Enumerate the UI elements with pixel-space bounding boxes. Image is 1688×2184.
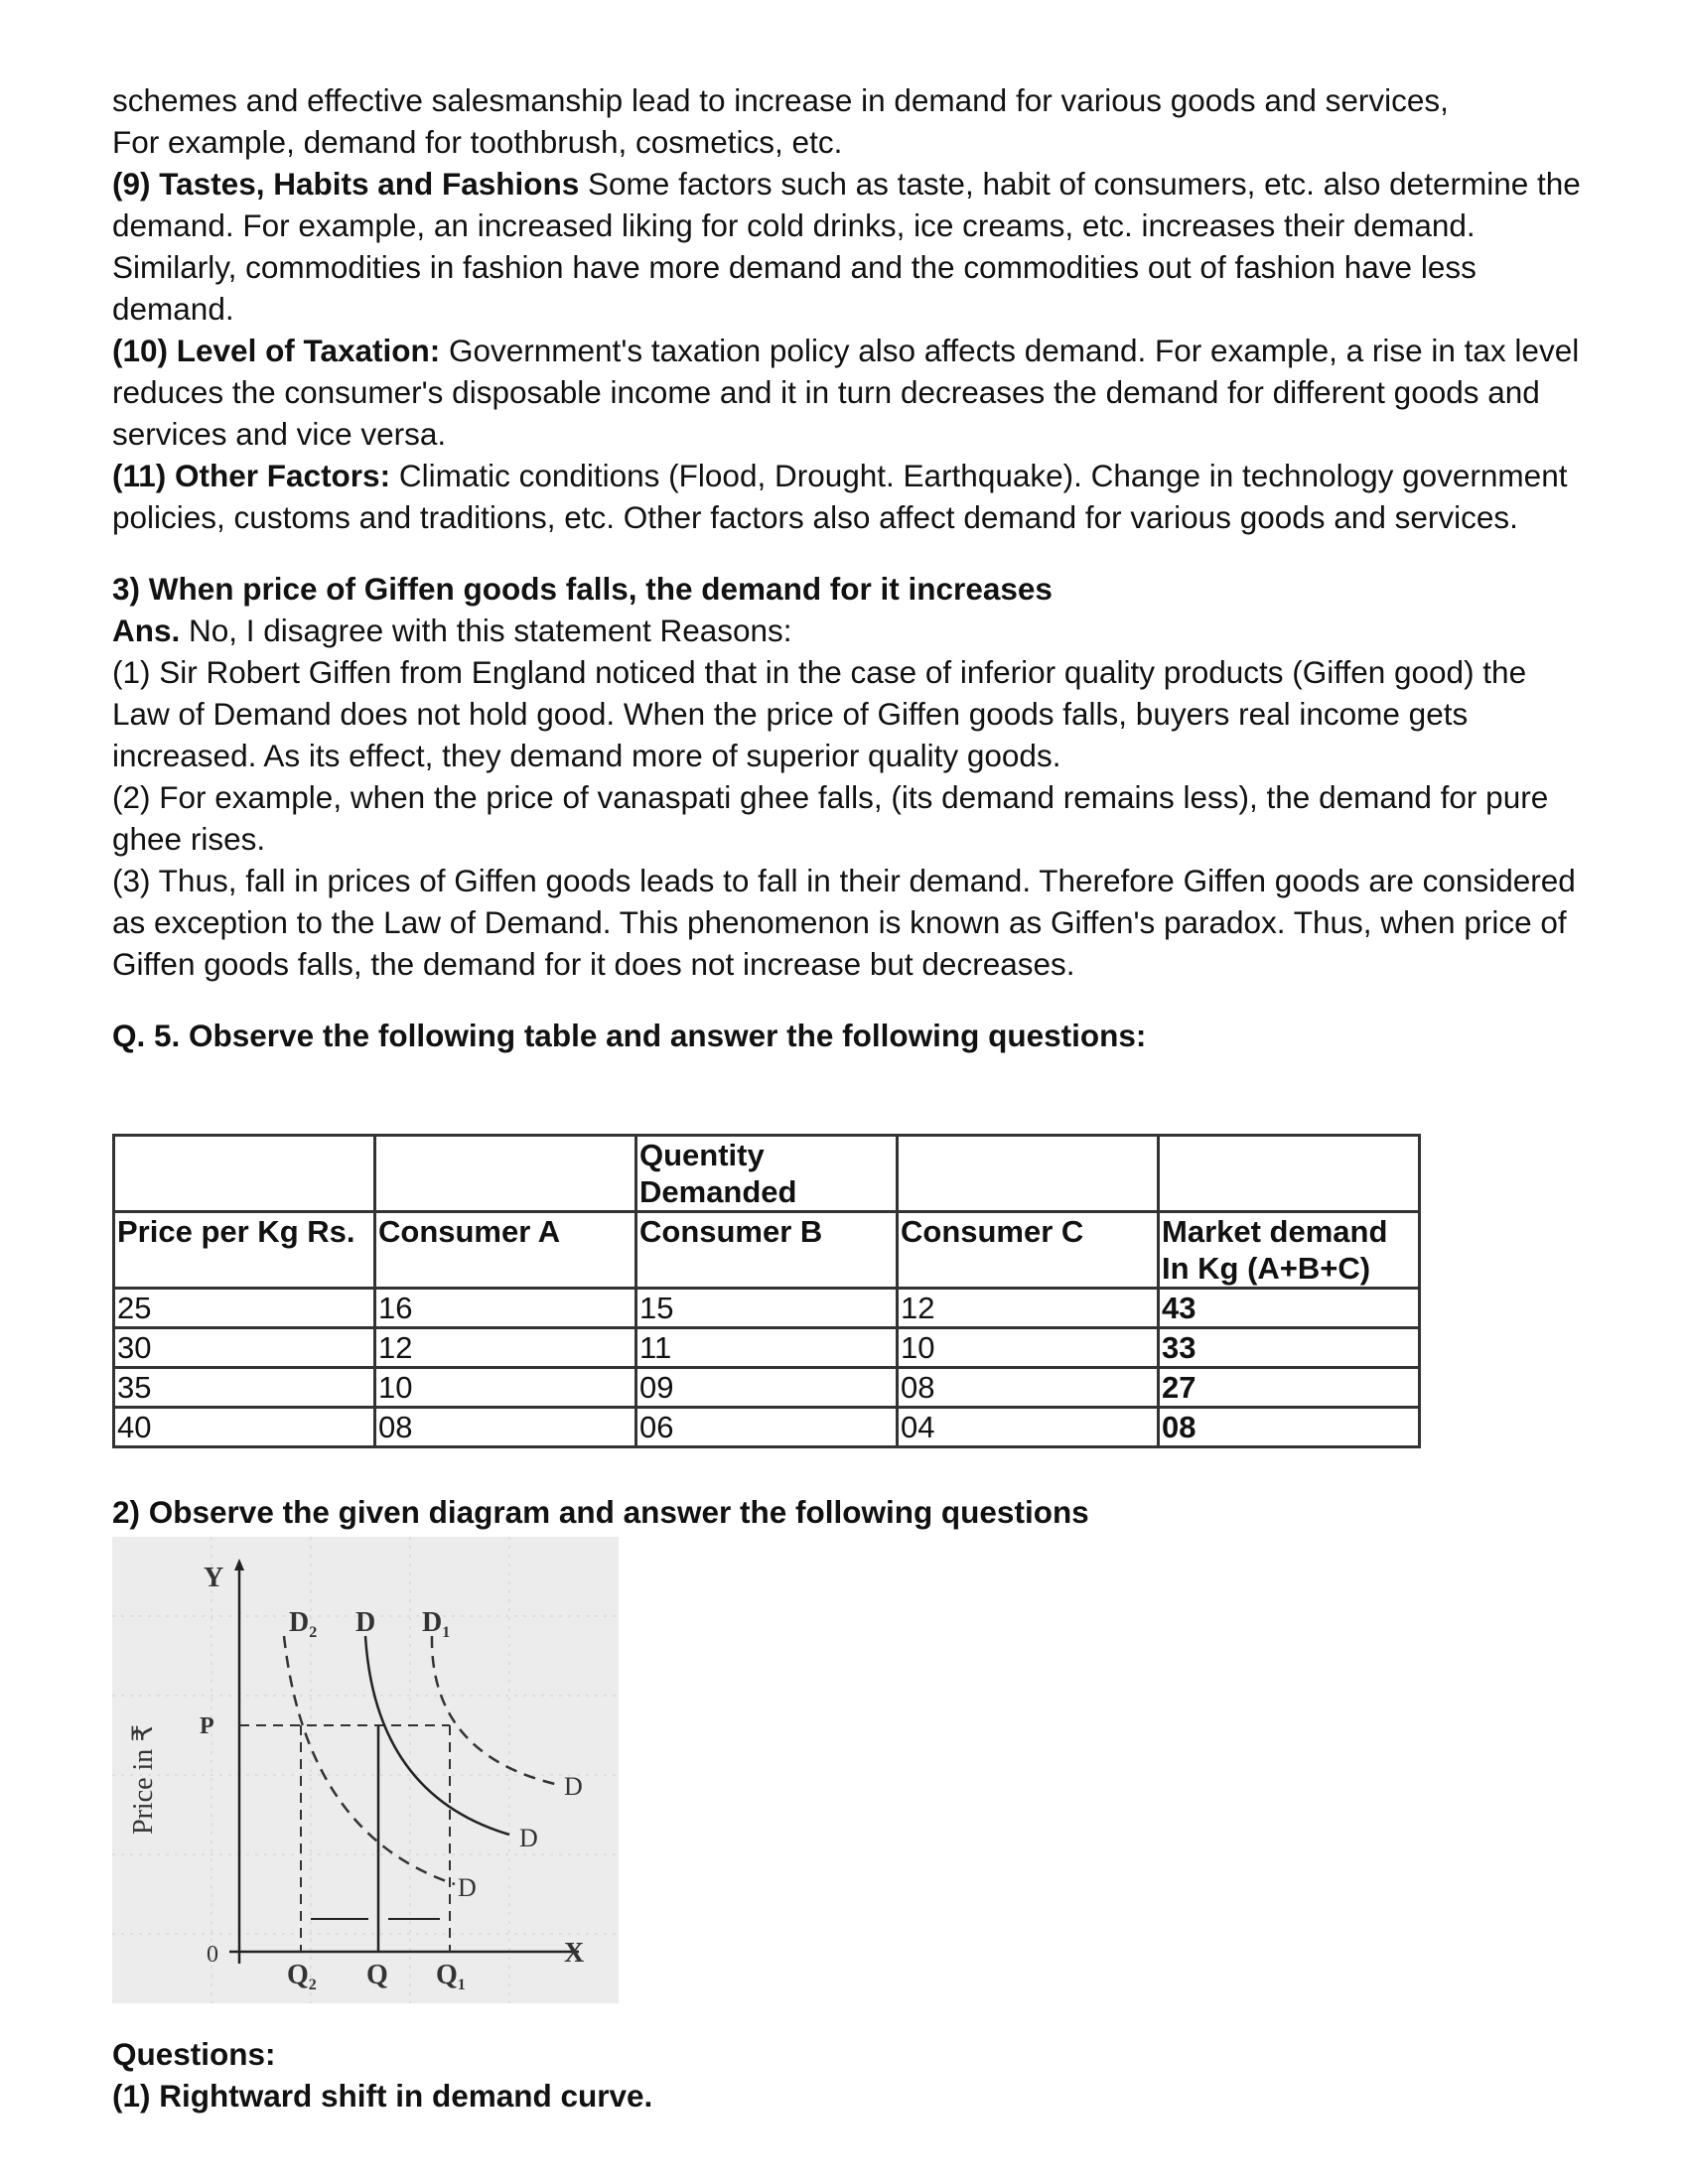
label-d-end: D — [519, 1824, 538, 1852]
question-1: (1) Rightward shift in demand curve. — [112, 2078, 653, 2114]
table-row — [114, 1408, 1420, 1447]
demand-table — [112, 1134, 1421, 1448]
q3-heading: 3) When price of Giffen goods falls, the demand for it increases — [112, 571, 1053, 607]
table-row — [114, 1328, 1420, 1368]
table-cell: 12 — [375, 1328, 636, 1368]
factor-10-heading: (10) Level of Taxation: — [112, 333, 441, 368]
factor-11 — [112, 455, 1582, 538]
table-cell-total: 43 — [1159, 1289, 1420, 1328]
table-cell: 35 — [114, 1368, 375, 1408]
table-cell-total: 33 — [1159, 1328, 1420, 1368]
table-cell: 10 — [375, 1368, 636, 1408]
table-cell: 15 — [636, 1289, 898, 1328]
tick-q2: $Q_2$ — [287, 1960, 317, 1993]
table-header-cell: Market demand In Kg (A+B+C) — [1159, 1212, 1420, 1289]
label-d1-top: $D_1$ — [422, 1607, 451, 1641]
factor-9 — [112, 163, 1582, 330]
label-d1-end: D — [564, 1772, 583, 1801]
table-top-header-cell: Quentity Demanded — [636, 1136, 898, 1212]
table-cell: 04 — [898, 1408, 1159, 1447]
table-header-cell: Price per Kg Rs. — [114, 1212, 375, 1289]
factor-9-text: Some factors such as taste, habit of consumers, etc. also determine the demand. For example, an increased liking for cold drinks, ice creams, etc. increases their demand. Similarly, commodities in fashion have more demand and the commodities out of fashion have less demand. — [112, 166, 1581, 327]
factor-11-text: Climatic conditions (Flood, Drought. Earthquake). Change in technology government policies, customs and traditions, etc. Other factors also affect demand for various goods and services. — [112, 458, 1568, 535]
questions-block — [112, 2033, 652, 2116]
label-d2-top: $D_2$ — [289, 1607, 318, 1641]
intro-line-1: schemes and effective salesmanship lead to increase in demand for various goods and services, — [112, 82, 1449, 118]
label-d-top: D — [355, 1607, 376, 1638]
table-cell: 30 — [114, 1328, 375, 1368]
table-header-row — [114, 1212, 1420, 1289]
table-cell: 25 — [114, 1289, 375, 1328]
table-cell-total: 08 — [1159, 1408, 1420, 1447]
table-cell: 10 — [898, 1328, 1159, 1368]
q3-point-1: (1) Sir Robert Giffen from England noticed that in the case of inferior quality products (Giffen good) the Law of Demand does not hold good. When the price of Giffen goods falls, buyers real income gets increased. As its effect, they demand more of superior quality goods. — [112, 654, 1527, 773]
x-axis-label: X — [564, 1938, 585, 1969]
ans-label: Ans. — [112, 613, 181, 648]
q5-heading: Q. 5. Observe the following table and answer the following questions: — [112, 1018, 1147, 1053]
table-top-header-row — [114, 1136, 1420, 1212]
q3-point-3: (3) Thus, fall in prices of Giffen goods leads to fall in their demand. Therefore Giffen goods are considered as exception to the Law of Demand. This phenomenon is known as Giffen's paradox. Thus, when price of Giffen goods falls, the demand for it does not increase but decreases. — [112, 863, 1576, 982]
table-cell: 09 — [636, 1368, 898, 1408]
q3-point-2: (2) For example, when the price of vanaspati ghee falls, (its demand remains less), the demand for pure ghee rises. — [112, 779, 1549, 857]
ans-text: No, I disagree with this statement Reasons: — [180, 613, 792, 648]
intro-line-2: For example, demand for toothbrush, cosmetics, etc. — [112, 124, 843, 160]
diagram-svg — [112, 1537, 619, 2003]
q2-heading: 2) Observe the given diagram and answer the following questions — [112, 1494, 1089, 1530]
table-cell: 08 — [375, 1408, 636, 1447]
table-cell-total: 27 — [1159, 1368, 1420, 1408]
questions-title: Questions: — [112, 2036, 276, 2072]
table-top-header-cell — [898, 1136, 1159, 1212]
tick-q: Q — [366, 1960, 388, 1990]
table-cell: 16 — [375, 1289, 636, 1328]
text-content — [112, 79, 1582, 1056]
tick-q1: $Q_1$ — [436, 1960, 466, 1993]
table-top-header-cell — [1159, 1136, 1420, 1212]
table-cell: 06 — [636, 1408, 898, 1447]
label-d2-end: D — [458, 1873, 477, 1902]
table-header-cell: Consumer B — [636, 1212, 898, 1289]
price-axis-title: Price in ₹ — [128, 1723, 159, 1835]
table-cell: 08 — [898, 1368, 1159, 1408]
table-cell: 11 — [636, 1328, 898, 1368]
factor-11-heading: (11) Other Factors: — [112, 458, 391, 493]
q3-answer — [112, 610, 1582, 651]
table-cell: 12 — [898, 1289, 1159, 1328]
y-axis-label: Y — [204, 1563, 224, 1593]
factor-10-text: Government's taxation policy also affects demand. For example, a rise in tax level reduces the consumer's disposable income and it in turn decreases the demand for different goods and services and vice versa. — [112, 333, 1580, 452]
table-top-header-cell — [114, 1136, 375, 1212]
table-header-cell: Consumer C — [898, 1212, 1159, 1289]
table-top-header-cell — [375, 1136, 636, 1212]
factor-9-heading: (9) Tastes, Habits and Fashions — [112, 166, 580, 202]
demand-shift-diagram — [112, 1537, 619, 2008]
factor-10 — [112, 330, 1582, 455]
table-row — [114, 1289, 1420, 1328]
table-row — [114, 1368, 1420, 1408]
origin-label: 0 — [207, 1942, 218, 1968]
table-cell: 40 — [114, 1408, 375, 1447]
price-label: P — [200, 1713, 214, 1739]
table-header-cell: Consumer A — [375, 1212, 636, 1289]
